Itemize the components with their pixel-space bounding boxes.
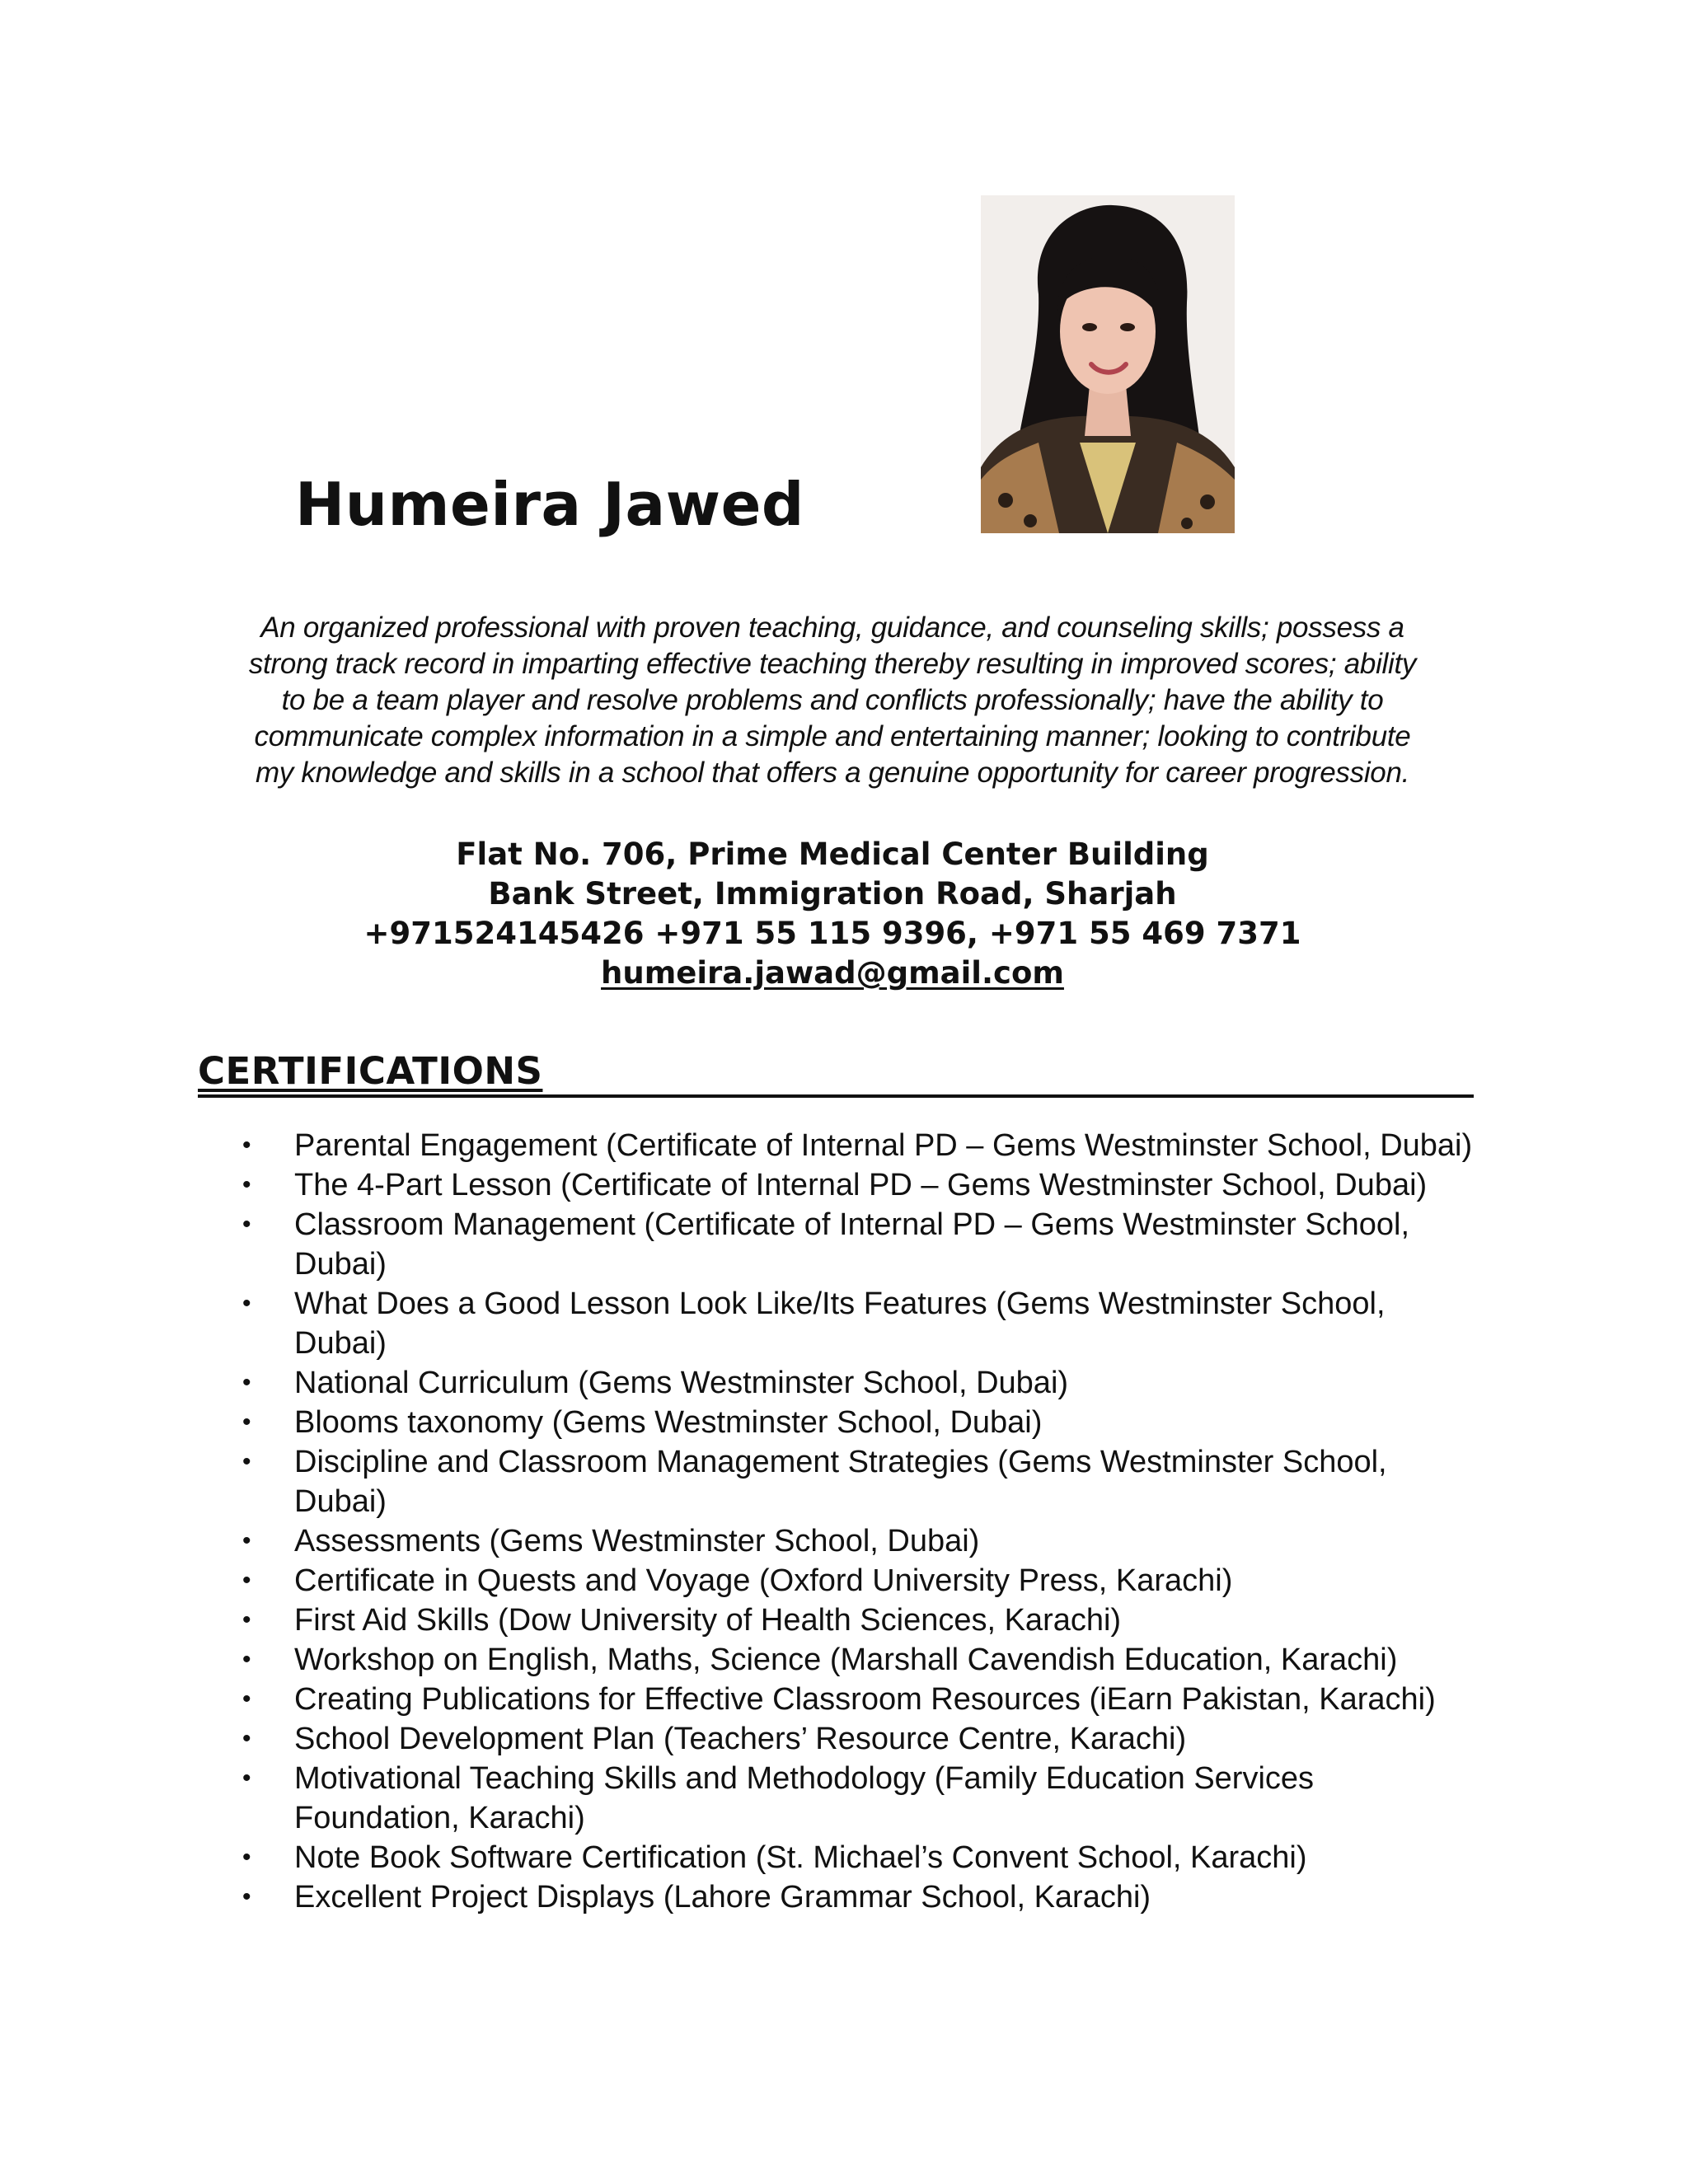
bullet-icon: • [242,1883,251,1910]
certification-text: Motivational Teaching Skills and Methodology (Family Education Services Foundation, Karachi) [294,1761,1315,1835]
professional-summary [190,610,1475,791]
bullet-icon: • [242,1527,251,1554]
bullet-icon: • [242,1132,251,1159]
list-item [198,1126,1484,1165]
certification-text: Assessments (Gems Westminster School, Dubai) [294,1524,980,1558]
portrait-photo-icon [981,195,1235,533]
list-item [198,1363,1484,1403]
certification-text: Classroom Management (Certificate of Internal PD – Gems Westminster School, Dubai) [294,1207,1410,1282]
bullet-icon: • [242,1685,251,1713]
certification-text: Note Book Software Certification (St. Michael’s Convent School, Karachi) [294,1840,1307,1875]
summary-line: An organized professional with proven teaching, guidance, and counseling skills; possess a [260,612,1404,644]
list-item [198,1205,1484,1284]
list-item [198,1284,1484,1363]
list-item [198,1403,1484,1442]
bullet-icon: • [242,1211,251,1238]
certification-text: Creating Publications for Effective Classroom Resources (iEarn Pakistan, Karachi) [294,1682,1436,1717]
bullet-icon: • [242,1844,251,1871]
bullet-icon: • [242,1369,251,1396]
summary-line: my knowledge and skills in a school that offers a genuine opportunity for career progression. [255,757,1410,789]
list-item [198,1680,1484,1719]
bullet-icon: • [242,1408,251,1436]
list-item [198,1719,1484,1759]
bullet-icon: • [242,1448,251,1475]
certification-text: National Curriculum (Gems Westminster School, Dubai) [294,1366,1069,1400]
certification-text: Excellent Project Displays (Lahore Grammar School, Karachi) [294,1880,1151,1915]
summary-line: communicate complex information in a simple and entertaining manner; looking to contribute [254,720,1411,752]
certification-text: The 4-Part Lesson (Certificate of Internal PD – Gems Westminster School, Dubai) [294,1168,1428,1202]
bullet-icon: • [242,1646,251,1673]
profile-photo [981,195,1235,533]
address-line-1: Flat No. 706, Prime Medical Center Building [456,837,1209,872]
list-item [198,1759,1484,1838]
certification-text: Parental Engagement (Certificate of Internal PD – Gems Westminster School, Dubai) [294,1128,1473,1163]
bullet-icon: • [242,1171,251,1198]
certification-text: Blooms taxonomy (Gems Westminster School, Dubai) [294,1405,1043,1440]
list-item [198,1561,1484,1601]
list-item [198,1877,1484,1917]
list-item [198,1442,1484,1521]
certification-text: School Development Plan (Teachers’ Resource Centre, Karachi) [294,1722,1187,1756]
certification-text: Workshop on English, Maths, Science (Marshall Cavendish Education, Karachi) [294,1643,1398,1677]
list-item [198,1640,1484,1680]
certification-text: First Aid Skills (Dow University of Health Sciences, Karachi) [294,1603,1122,1638]
list-item [198,1601,1484,1640]
list-item [198,1165,1484,1205]
list-item [198,1521,1484,1561]
certifications-list [198,1126,1484,1917]
bullet-icon: • [242,1290,251,1317]
certifications-heading-rule [198,1048,1474,1098]
certification-text: Certificate in Quests and Voyage (Oxford University Press, Karachi) [294,1563,1233,1598]
summary-line: to be a team player and resolve problems and conflicts professionally; have the ability to [281,684,1384,716]
list-item [198,1838,1484,1877]
candidate-name: Humeira Jawed [295,470,804,539]
bullet-icon: • [242,1567,251,1594]
contact-block [190,835,1475,993]
email-link[interactable]: humeira.jawad@gmail.com [601,955,1064,991]
certification-text: What Does a Good Lesson Look Like/Its Features (Gems Westminster School, Dubai) [294,1286,1386,1361]
summary-line: strong track record in imparting effective teaching thereby resulting in improved scores; ability [248,648,1417,680]
phone-numbers: +971524145426 +971 55 115 9396, +971 55 469 7371 [363,916,1301,951]
certification-text: Discipline and Classroom Management Strategies (Gems Westminster School, Dubai) [294,1445,1387,1519]
bullet-icon: • [242,1765,251,1792]
certifications-heading: CERTIFICATIONS [198,1049,543,1093]
address-line-2: Bank Street, Immigration Road, Sharjah [488,876,1177,912]
bullet-icon: • [242,1606,251,1633]
bullet-icon: • [242,1725,251,1752]
